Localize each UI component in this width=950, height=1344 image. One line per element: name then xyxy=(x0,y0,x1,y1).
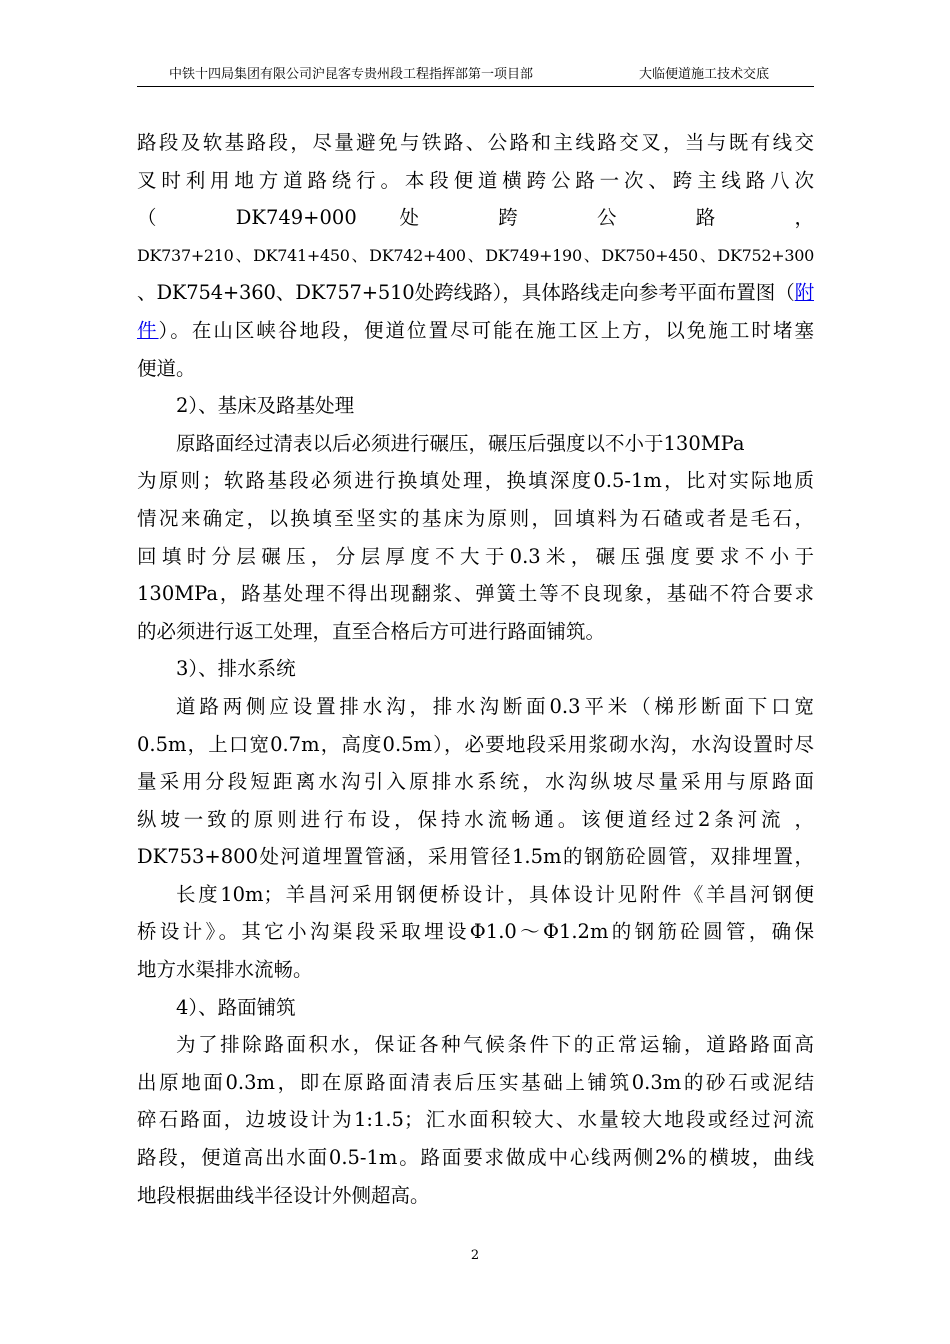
body-line: 路段及软基路段，尽量避免与铁路、公路和主线路交叉，当与既有线交 xyxy=(137,131,814,154)
body-line: 130MPa，路基处理不得出现翻浆、弹簧土等不良现象，基础不符合要求 xyxy=(137,582,814,606)
body-line: DK737+210、DK741+450、DK742+400、DK749+190、DK750+450、DK752+300 xyxy=(137,245,814,265)
body-line: 地方水渠排水流畅。 xyxy=(137,958,313,982)
section-heading-2: 2）、基床及路基处理 xyxy=(176,394,355,418)
body-line xyxy=(137,274,814,312)
section-heading-4: 4）、路面铺筑 xyxy=(176,995,296,1019)
header-document-title: 大临便道施工技术交底 xyxy=(639,67,770,82)
header-organization: 中铁十四局集团有限公司沪昆客专贵州段工程指挥部第一项目部 xyxy=(169,67,534,82)
line-text: 、DK754+360、DK757+510处跨线路），具体路线走向参考平面布置图（ xyxy=(137,281,795,305)
page-number: 2 xyxy=(470,1248,480,1263)
body-line: 叉时利用地方道路绕行。本段便道横跨公路一次、跨主线路八次 xyxy=(137,168,814,192)
body-line: 情况来确定，以换填至坚实的基床为原则，回填料为石碴或者是毛石， xyxy=(137,506,814,530)
body-line: DK753+800处河道埋置管涵，采用管径1.5m的钢筋砼圆管，双排埋置， xyxy=(137,845,814,869)
body-line: 为了排除路面积水，保证各种气候条件下的正常运输，道路路面高 xyxy=(176,1033,814,1057)
page-header xyxy=(137,64,814,87)
body-line: （ DK749+000 处 跨 公 路 ， xyxy=(137,206,814,230)
body-line: 地段根据曲线半径设计外侧超高。 xyxy=(137,1183,430,1207)
body-line: 道路两侧应设置排水沟，排水沟断面0.3平米（梯形断面下口宽 xyxy=(176,694,814,718)
body-line: 桥设计》。其它小沟渠段采取埋设Φ1.0～Φ1.2m的钢筋砼圆管，确保 xyxy=(137,920,814,944)
section-heading-3: 3）、排水系统 xyxy=(176,657,296,681)
body-line: 0.5m，上口宽0.7m，高度0.5m），必要地段采用浆砌水沟，水沟设置时尽 xyxy=(137,732,814,756)
body-line: 的必须进行返工处理，直至合格后方可进行路面铺筑。 xyxy=(137,619,606,643)
body-line: 为原则；软路基段必须进行换填处理，换填深度0.5-1m，比对实际地质 xyxy=(137,469,814,493)
body-line xyxy=(137,312,814,350)
document-body xyxy=(137,124,814,1214)
body-line: 回填时分层碾压，分层厚度不大于0.3米，碾压强度要求不小于 xyxy=(137,544,814,568)
body-line: 碎石路面，边坡设计为1:1.5；汇水面积较大、水量较大地段或经过河流 xyxy=(137,1108,814,1132)
attachment-link-continued[interactable]: 件 xyxy=(137,318,159,342)
body-line: 纵坡一致的原则进行布设，保持水流畅通。该便道经过2条河流 ， xyxy=(137,807,814,831)
body-line: 便道。 xyxy=(137,356,196,380)
attachment-link[interactable]: 附 xyxy=(794,281,814,305)
body-line: 量采用分段短距离水沟引入原排水系统，水沟纵坡尽量采用与原路面 xyxy=(137,770,814,794)
body-line: 长度10m；羊昌河采用钢便桥设计，具体设计见附件《羊昌河钢便 xyxy=(176,882,814,906)
body-line: 路段，便道高出水面0.5-1m。路面要求做成中心线两侧2%的横坡，曲线 xyxy=(137,1146,814,1170)
line-text: ）。在山区峡谷地段，便道位置尽可能在施工区上方，以免施工时堵塞 xyxy=(158,318,814,342)
body-line: 原路面经过清表以后必须进行碾压，碾压后强度以不小于130MPa xyxy=(176,431,745,455)
body-line: 出原地面0.3m，即在原路面清表后压实基础上铺筑0.3m的砂石或泥结 xyxy=(137,1070,814,1094)
